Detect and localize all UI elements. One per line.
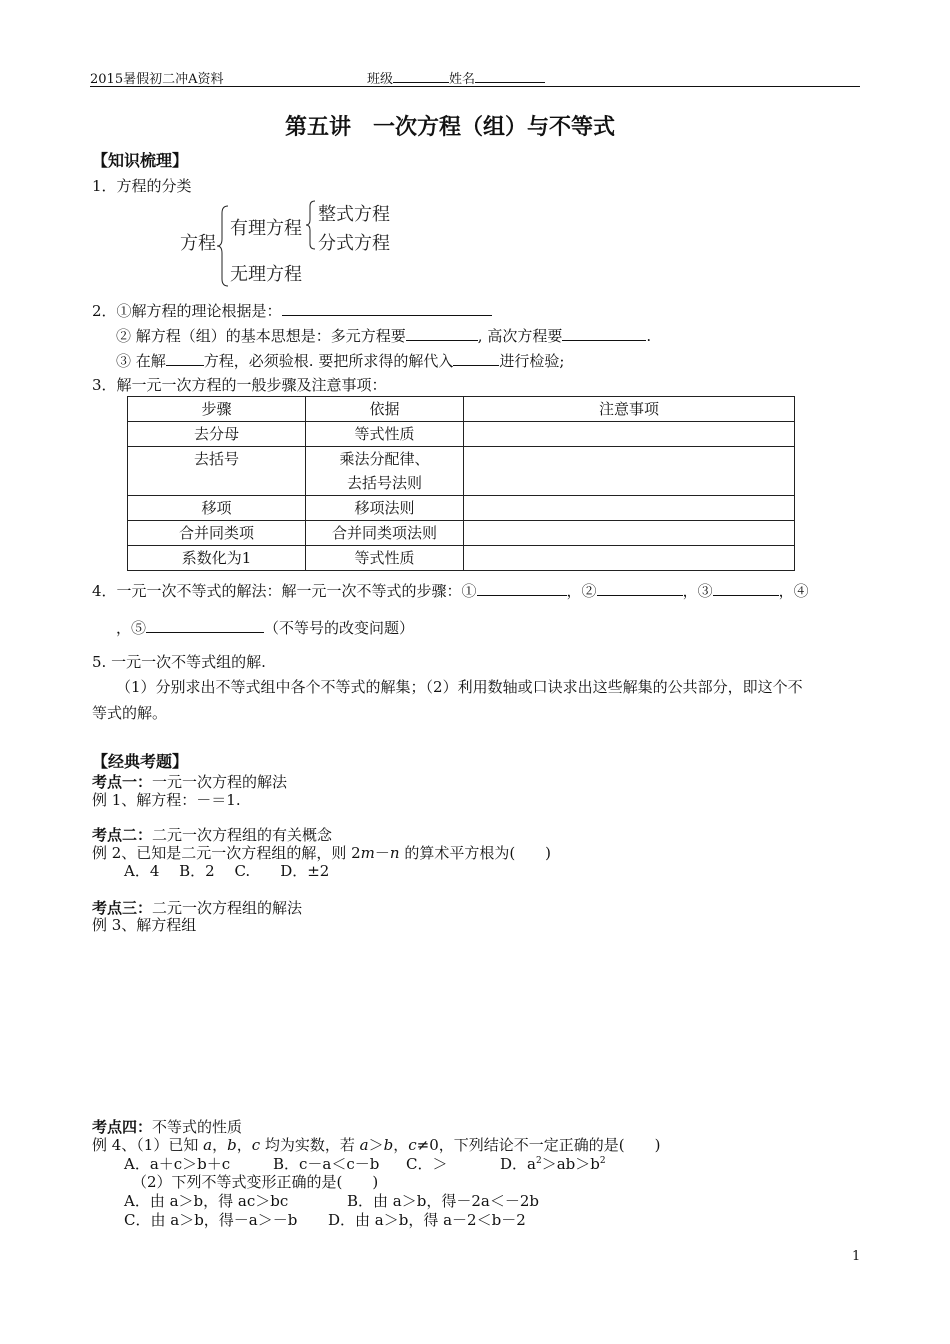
table-row: 合并同类项 合并同类项法则 — [128, 521, 795, 546]
item-4-line2: ，⑤ （不等号的改变问题） — [116, 619, 415, 637]
class-blank[interactable] — [393, 68, 449, 83]
example-4-line1: 例 4、（1）已知 a，b，c 均为实数，若 a＞b，c≠0，下列结论不一定正确的是( ) — [92, 1136, 661, 1154]
item-4-line1: 4．一元一次不等式的解法：解一元一次不等式的步骤：① ，② ，③ ，④ — [92, 582, 809, 600]
kp-3: 考点三：二元一次方程组的解法 — [92, 899, 303, 917]
class-root: 方程 — [180, 233, 216, 254]
table-row: 移项 移项法则 — [128, 496, 795, 521]
note-cell[interactable] — [464, 496, 795, 521]
item-2c: ③ 在解 方程，必须验根. 要把所求得的解代入 进行检验; — [116, 352, 565, 370]
blank-step-3[interactable] — [713, 581, 779, 596]
header-step: 步骤 — [128, 397, 306, 422]
example-1: 例 1、解方程：－＝1. — [92, 791, 241, 809]
example-4-part2-option-d: D．由 a＞b，得 a－2＜b－2 — [328, 1211, 526, 1229]
blank-multivariate[interactable] — [406, 326, 478, 341]
name-label: 姓名 — [449, 72, 476, 87]
blank-theory[interactable] — [282, 301, 492, 316]
blank-step-5[interactable] — [146, 618, 264, 633]
item-5-body-1: （1）分别求出不等式组中各个不等式的解集；（2）利用数轴或口诀求出这些解集的公共部分，即这个不 — [116, 678, 803, 696]
class-irrational: 无理方程 — [230, 264, 302, 285]
example-4-part2-option-c: C．由 a＞b，得－a＞－b — [124, 1211, 298, 1229]
table-row: 去括号 乘法分配律、 去括号法则 — [128, 447, 795, 496]
example-4-option-c: C．＞ — [406, 1155, 448, 1173]
table-header-row — [128, 397, 795, 422]
blank-higher-degree[interactable] — [562, 326, 646, 341]
item-2a: 2．①解方程的理论根据是： — [92, 300, 492, 321]
class-rational: 有理方程 — [230, 218, 302, 239]
kp-2: 考点二：二元一次方程组的有关概念 — [92, 826, 333, 844]
item-1: 1．方程的分类 — [92, 177, 192, 195]
page-number: 1 — [852, 1249, 861, 1264]
brace-inner-icon — [305, 200, 317, 250]
kp-4: 考点四：不等式的性质 — [92, 1118, 243, 1136]
example-4-part2-option-a: A．由 a＞b，得 ac＞bc — [124, 1192, 289, 1210]
example-4-option-b: B．c－a＜c－b — [273, 1155, 380, 1173]
blank-step-1[interactable] — [477, 581, 567, 596]
blank-equation-type[interactable] — [166, 351, 204, 366]
section-classic: 【经典考题】 — [92, 752, 189, 771]
item-3: 3．解一元一次方程的一般步骤及注意事项： — [92, 376, 387, 394]
section-knowledge: 【知识梳理】 — [92, 151, 189, 170]
class-label: 班级 — [367, 72, 394, 87]
page-title: 第五讲 一次方程（组）与不等式 — [285, 115, 616, 140]
example-3: 例 3、解方程组 — [92, 916, 197, 934]
blank-step-2[interactable] — [597, 581, 683, 596]
note-cell[interactable] — [464, 422, 795, 447]
blank-check-target[interactable] — [453, 351, 499, 366]
item-5-title: 5. 一元一次不等式组的解. — [92, 653, 266, 671]
example-2: 例 2、已知是二元一次方程组的解，则 2m－n 的算术平方根为( ) — [92, 844, 552, 862]
header-rule — [90, 86, 860, 87]
item-2b: ② 解方程（组）的基本思想是：多元方程要 , 高次方程要 . — [116, 327, 652, 345]
note-cell[interactable] — [464, 447, 795, 496]
steps-table — [127, 396, 795, 571]
example-4-part2-option-b: B．由 a＞b，得－2a＜－2b — [347, 1192, 539, 1210]
table-row: 去分母 等式性质 — [128, 422, 795, 447]
example-4-part-2: （2）下列不等式变形正确的是( ) — [132, 1173, 379, 1191]
note-cell[interactable] — [464, 521, 795, 546]
example-2-options: A．4 B．2 C. D．±2 — [124, 862, 330, 880]
header-notes: 注意事项 — [464, 397, 795, 422]
class-integral: 整式方程 — [318, 204, 390, 225]
item-5-body-2: 等式的解。 — [92, 704, 168, 722]
kp-1: 考点一：一元一次方程的解法 — [92, 773, 288, 791]
header-class-field — [367, 68, 545, 87]
note-cell[interactable] — [464, 546, 795, 571]
name-blank[interactable] — [475, 68, 545, 83]
header-basis: 依据 — [306, 397, 464, 422]
brace-outer-icon — [216, 205, 230, 287]
table-row: 系数化为1 等式性质 — [128, 546, 795, 571]
example-4-option-a: A．a＋c＞b＋c — [124, 1155, 231, 1173]
header-left: 2015暑假初二冲A资料 — [90, 72, 224, 87]
class-fractional: 分式方程 — [318, 233, 390, 254]
example-4-option-d: D．$a^2>ab>b^2$ — [500, 1155, 606, 1173]
